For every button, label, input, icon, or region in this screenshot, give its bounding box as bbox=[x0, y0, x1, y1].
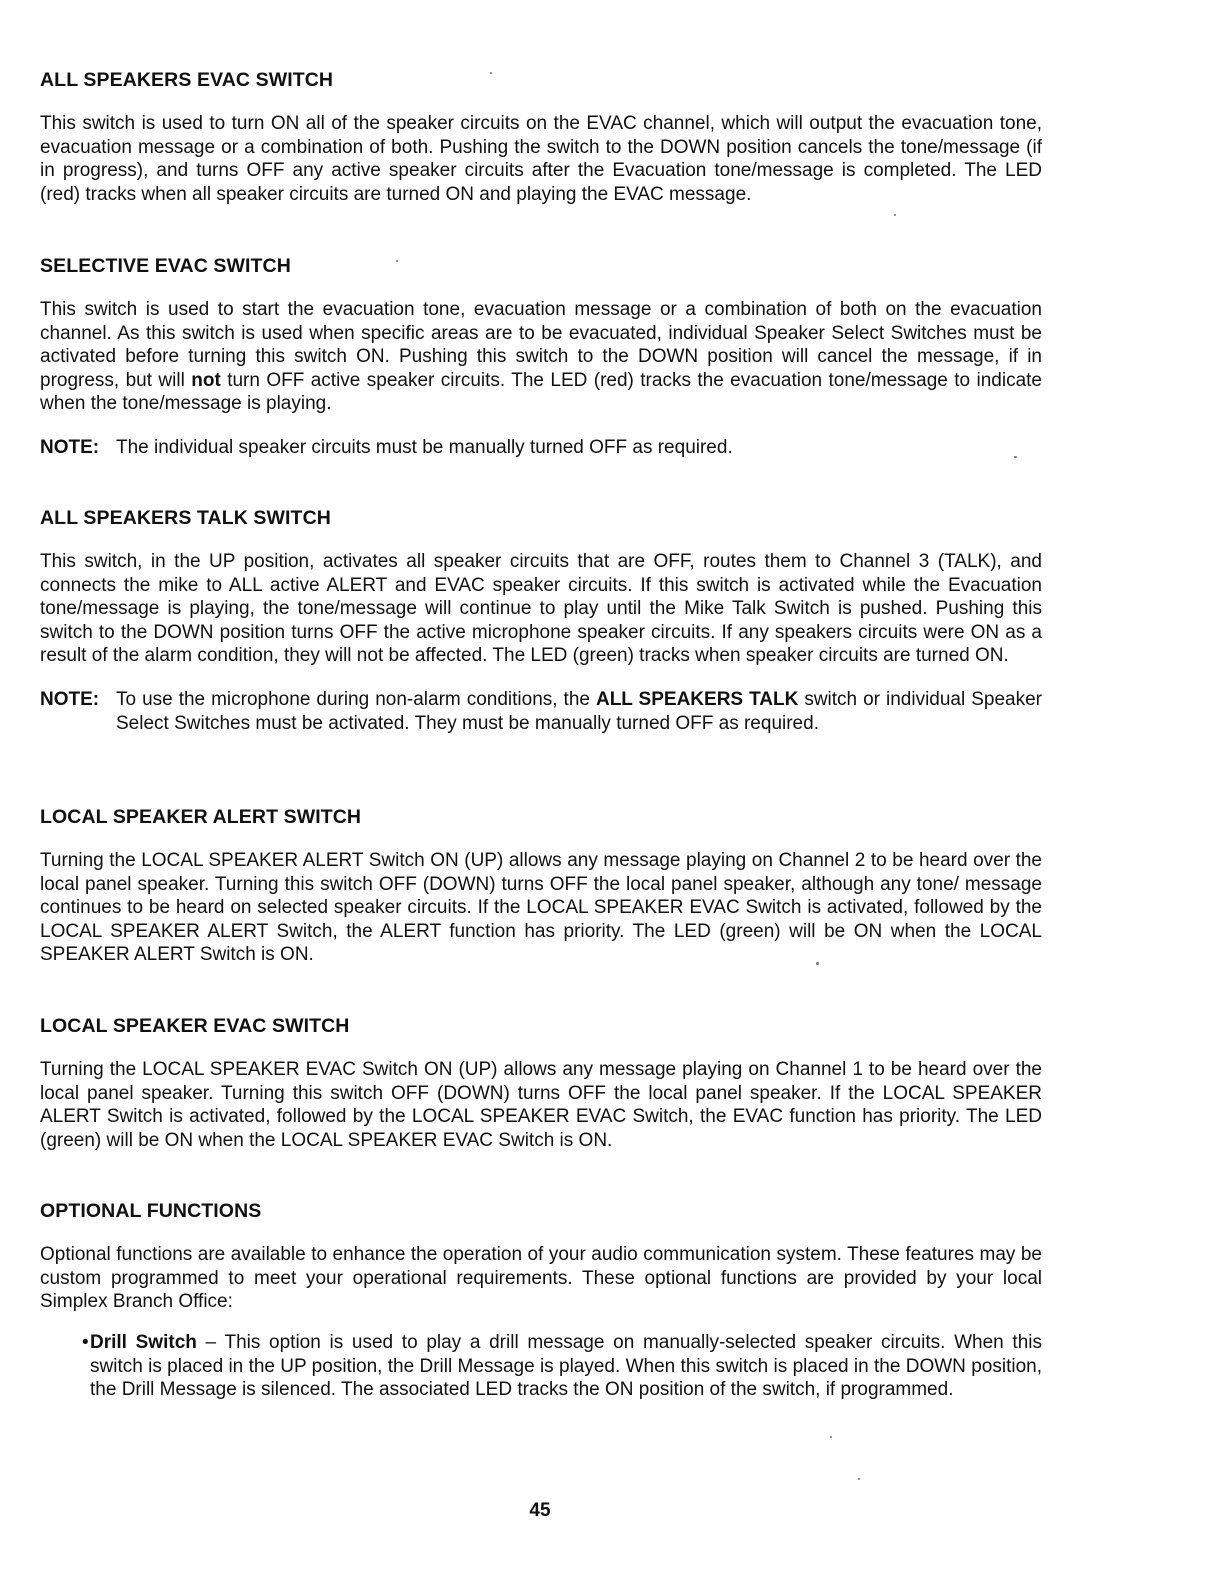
note-text: The individual speaker circuits must be manually turned OFF as required. bbox=[116, 436, 733, 458]
section-local-speaker-evac bbox=[40, 1014, 1042, 1152]
bullet-drill-switch bbox=[82, 1331, 1042, 1402]
scan-speck bbox=[1014, 456, 1017, 458]
section-optional-functions bbox=[40, 1199, 1042, 1314]
section-heading: SELECTIVE EVAC SWITCH bbox=[40, 255, 291, 277]
section-heading: LOCAL SPEAKER EVAC SWITCH bbox=[40, 1015, 350, 1037]
section-heading: LOCAL SPEAKER ALERT SWITCH bbox=[40, 806, 362, 828]
section-heading: ALL SPEAKERS TALK SWITCH bbox=[40, 507, 331, 529]
section-all-speakers-evac bbox=[40, 68, 1042, 206]
body-text: This switch is used to start the evacuation tone, evacuation message or a combination of both on the evacuation channel. As this switch is used when specific areas are to be evacuated, individual Speaker Select Switches must be activated before turning this switch ON. Pushing this switch to the DOWN position will cancel the message, if in progress, but will bbox=[40, 299, 1042, 391]
body-text: turn OFF active speaker circuits. The LED (red) tracks the evacuation tone/message to indicate when the tone/message is playing. bbox=[40, 369, 1042, 415]
bullet-icon: • bbox=[82, 1332, 89, 1353]
bullet-dash: – bbox=[196, 1332, 225, 1353]
page-number: 45 bbox=[529, 1500, 551, 1521]
note-text: To use the microphone during non-alarm conditions, the bbox=[116, 688, 596, 710]
note bbox=[40, 688, 1042, 735]
scan-speck bbox=[830, 1436, 832, 1438]
section-local-speaker-alert bbox=[40, 805, 1042, 967]
emphasis-text: ALL SPEAKERS TALK bbox=[595, 688, 799, 710]
section-body: Optional functions are available to enhance the operation of your audio communication system. These features may be custom programmed to meet your operational requirements. These optional functions are provided by your local Simplex Branch Office: bbox=[40, 1244, 1042, 1313]
section-body: This switch, in the UP position, activates all speaker circuits that are OFF, routes them to Channel 3 (TALK), and connects the mike to ALL active ALERT and EVAC speaker circuits. If this switch is activated while the Evacuation tone/message is playing, the tone/message will continue to play until the Mike Talk Switch is pushed. Pushing this switch to the DOWN position turns OFF the active microphone speaker circuits. If any speakers circuits were ON as a result of the alarm condition, they will not be affected. The LED (green) tracks when speaker circuits are turned ON. bbox=[40, 551, 1042, 667]
note-text: switch or individual Speaker Select Switches must be activated. They must be manually turned OFF as required. bbox=[116, 688, 1042, 734]
section-body: This switch is used to turn ON all of the speaker circuits on the EVAC channel, which will output the evacuation tone, evacuation message or a combination of both. Pushing the switch to the DOWN position cancels the tone/message (if in progress), and turns OFF any active speaker circuits after the Evacuation tone/message is completed. The LED (red) tracks when all speaker circuits are turned ON and playing the EVAC message. bbox=[40, 113, 1042, 205]
note-label: NOTE: bbox=[40, 436, 100, 458]
bullet-term: Drill Switch bbox=[90, 1332, 197, 1353]
scan-speck bbox=[894, 214, 896, 216]
section-body: Turning the LOCAL SPEAKER EVAC Switch ON (UP) allows any message playing on Channel 1 to be heard over the local panel speaker. Turning this switch OFF (DOWN) turns OFF the local panel speaker. If the LOCAL SPEAKER ALERT Switch is activated, followed by the LOCAL SPEAKER EVAC Switch, the EVAC function has priority. The LED (green) will be ON when the LOCAL SPEAKER EVAC Switch is ON. bbox=[40, 1059, 1042, 1151]
section-heading: OPTIONAL FUNCTIONS bbox=[40, 1200, 262, 1222]
bullet-text: This option is used to play a drill message on manually-selected speaker circuits. When this switch is placed in the UP position, the Drill Message is played. When this switch is placed in the DOWN position, the Drill Message is silenced. The associated LED tracks the ON position of the switch, if programmed. bbox=[90, 1332, 1042, 1401]
section-all-speakers-talk bbox=[40, 506, 1042, 735]
section-body bbox=[40, 298, 1042, 416]
emphasis-text: not bbox=[191, 369, 221, 391]
bullet-body bbox=[82, 1331, 1042, 1402]
section-body: Turning the LOCAL SPEAKER ALERT Switch ON (UP) allows any message playing on Channel 2 to be heard over the local panel speaker. Turning this switch OFF (DOWN) turns OFF the local panel speaker, although any tone/ message continues to be heard on selected speaker circuits. If the LOCAL SPEAKER EVAC Switch is activated, followed by the LOCAL SPEAKER ALERT Switch, the ALERT function has priority. The LED (green) will be ON when the LOCAL SPEAKER ALERT Switch is ON. bbox=[40, 850, 1042, 966]
scan-speck bbox=[490, 72, 492, 74]
scan-speck bbox=[858, 1478, 860, 1480]
note-label: NOTE: bbox=[40, 688, 100, 710]
note bbox=[40, 436, 1042, 460]
section-heading: ALL SPEAKERS EVAC SWITCH bbox=[40, 69, 334, 91]
section-selective-evac bbox=[40, 254, 1042, 460]
scan-speck bbox=[816, 962, 819, 965]
scan-speck bbox=[396, 260, 398, 262]
